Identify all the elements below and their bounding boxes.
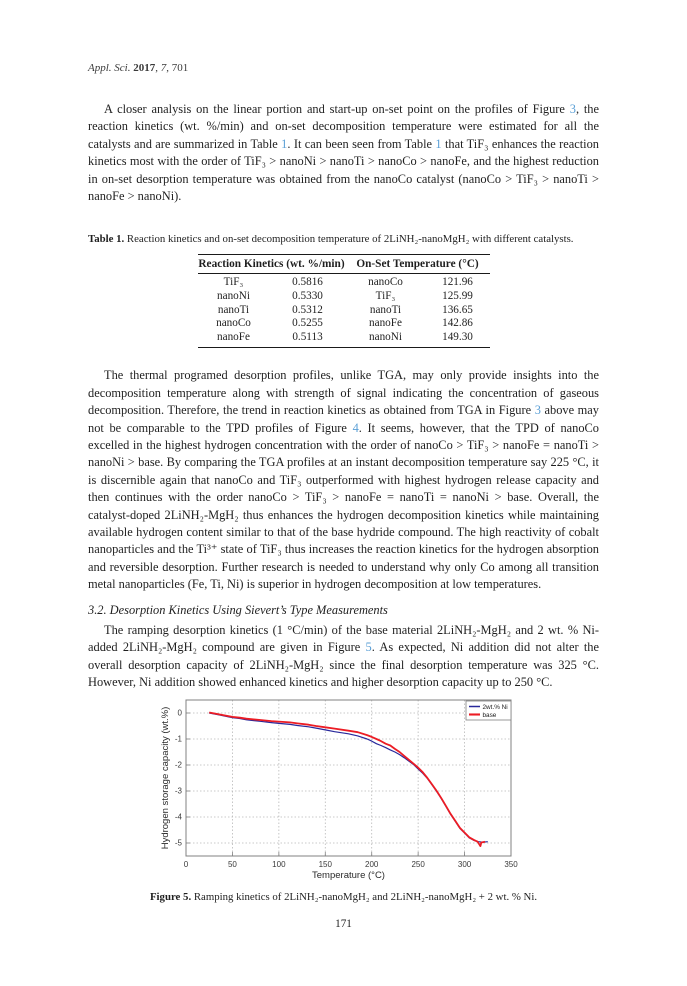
- table-cell: 142.86: [442, 317, 473, 330]
- table1-body: [198, 274, 490, 348]
- ref-link[interactable]: 5: [365, 640, 372, 655]
- text-segment: . It can been seen from Table: [287, 136, 436, 151]
- y-tick-label: -4: [174, 813, 182, 823]
- table1: [198, 254, 490, 348]
- table-cell: 0.5816: [292, 276, 323, 289]
- x-tick-label: 350: [504, 860, 518, 870]
- x-tick-label: 100: [272, 860, 286, 870]
- legend-label: 2wt.% Ni: [482, 704, 508, 712]
- page-number: 171: [335, 918, 352, 930]
- paragraph-3: [88, 622, 599, 692]
- x-tick-label: 300: [457, 860, 472, 870]
- table-cell: 125.99: [442, 290, 473, 303]
- table-row: [198, 274, 490, 290]
- table-cell: 0.5312: [292, 303, 323, 316]
- ref-link[interactable]: 1: [435, 136, 442, 151]
- table1-header-kinetics: Reaction Kinetics (wt. %/min): [198, 255, 346, 274]
- table1-caption: [88, 233, 599, 245]
- table1-header-temperature: On-Set Temperature (°C): [346, 255, 490, 274]
- y-tick-label: -1: [174, 735, 182, 745]
- ref-link[interactable]: 1: [281, 136, 288, 151]
- ref-link[interactable]: 3: [534, 403, 541, 418]
- text-segment: . As expected, Ni addition did not alter the overall desorption capacity of 2LiNH₂-MgH₂ since the final desorption temperature was 325 °C. However, Ni addition showed enhanced kinetics and higher desorption capacity up to 250 °C.: [88, 640, 599, 689]
- table-cell: nanoNi: [369, 330, 402, 343]
- x-tick-label: 200: [365, 860, 379, 870]
- text-segment: that TiF₃ enhances the reaction kinetics most with the order of TiF₃ > nanoNi > nanoTi > nanoCo > nanoFe, and the highest reduction in on-set desorption temperature was obtained from the nanoCo catalyst (nanoCo > TiF₃ > nanoTi > nanoFe > nanoNi).: [88, 136, 599, 204]
- table-cell: nanoFe: [217, 330, 250, 343]
- y-tick-label: -2: [174, 761, 182, 771]
- section-3-2-heading: 3.2. Desorption Kinetics Using Sievert’s Type Measurements: [88, 602, 388, 617]
- table-cell: 149.30: [442, 330, 473, 343]
- series-2wt-ni: [209, 713, 488, 842]
- table-cell: nanoNi: [217, 290, 250, 303]
- paragraph-2: [88, 367, 599, 593]
- text-segment: ,: [155, 62, 161, 74]
- table-cell: nanoTi: [217, 303, 250, 316]
- text-segment: . It seems, however, that the TPD of nanoCo excelled in the highest hydrogen concentration with the order of nanoCo > TiF₃ > nanoFe = nanoTi > nanoNi > base. By comparing the TGA profiles at an instant decomposition temperature say 225 °C, it is discernible again that nanoCo and TiF₃ outperformed with highest hydrogen release capacity and then continues with the order nanoCo > TiF₃ > nanoFe = nanoTi = nanoNi > base. Overall, the catalyst-doped 2LiNH₂-MgH₂ thus enhances the hydrogen decomposition kinetics while maintaining available hydrogen content similar to that of the base hydride compound. The high reactivity of cobalt nanoparticles and the Ti³⁺ state of TiF₃ thus increases the reaction kinetics for the hydrogen absorption and reversible desorption. Further research is needed to understand why only Co among all transition metal nanoparticles (Fe, Ti, Ni) is superior in hydrogen decomposition at low temperatures.: [88, 420, 599, 592]
- running-head: [88, 62, 599, 74]
- table-cell: nanoCo: [216, 317, 251, 330]
- figure5-chart: [158, 694, 540, 882]
- ref-link[interactable]: 4: [352, 420, 359, 435]
- table-row: [198, 317, 490, 331]
- table-cell: TiF₃: [223, 276, 244, 289]
- table-cell: 0.5255: [292, 317, 323, 330]
- table-cell: nanoTi: [369, 303, 402, 316]
- text-segment: above may not be comparable to the TPD profiles of Figure: [88, 403, 599, 435]
- x-axis-label: Temperature (°C): [312, 870, 385, 882]
- table-cell: nanoFe: [369, 317, 402, 330]
- x-tick-label: 0: [183, 860, 189, 870]
- legend-label: base: [482, 712, 497, 720]
- table-cell: 0.5330: [292, 290, 323, 303]
- text-segment: A closer analysis on the linear portion and start-up on-set point on the profiles of Figure: [104, 102, 570, 116]
- text-segment: The ramping desorption kinetics (1 °C/min) of the base material 2LiNH₂-MgH₂ and 2 wt. % Ni-added 2LiNH₂-MgH₂ compound are given in Figure: [88, 622, 599, 655]
- text-segment: , the reaction kinetics (wt. %/min) and on-set decomposition temperature were estimated for all the catalysts and are summarized in Table: [88, 102, 599, 151]
- figure5: [158, 694, 540, 882]
- x-tick-label: 150: [318, 860, 332, 870]
- text-segment: , 701: [166, 62, 189, 74]
- text-segment: 7: [160, 62, 167, 74]
- table-cell: nanoCo: [368, 276, 403, 289]
- table-row: [198, 331, 490, 348]
- text-segment: Appl. Sci.: [88, 62, 134, 74]
- text-segment: Reaction kinetics and on-set decomposition temperature of 2LiNH₂-nanoMgH₂ with different catalysts.: [124, 233, 574, 246]
- ref-link[interactable]: 3: [569, 102, 576, 116]
- y-tick-label: -5: [174, 839, 182, 849]
- text-segment: Figure 5.: [149, 891, 192, 904]
- table-cell: 0.5113: [292, 330, 323, 343]
- table-row: [198, 290, 490, 304]
- text-segment: The thermal programed desorption profiles, unlike TGA, may only provide insights into the decomposition temperature along with strength of signal indicating the concentration of gaseous decomposition. Therefore, the trend in reaction kinetics as obtained from TGA in Figure: [88, 368, 599, 418]
- text-segment: Ramping kinetics of 2LiNH₂-nanoMgH₂ and 2LiNH₂-nanoMgH₂ + 2 wt. % Ni.: [191, 891, 538, 904]
- x-tick-label: 250: [411, 860, 425, 870]
- text-segment: Table 1.: [88, 233, 125, 246]
- table-cell: TiF₃: [375, 290, 396, 303]
- y-axis-label: Hydrogen storage capacity (wt.%): [160, 707, 171, 850]
- table1-header-row: [198, 255, 490, 274]
- y-tick-label: 0: [177, 709, 182, 719]
- paragraph-1: [88, 101, 599, 205]
- plot-border: [186, 700, 511, 856]
- text-segment: 2017: [133, 62, 156, 74]
- table-row: [198, 304, 490, 318]
- series-base: [209, 713, 485, 847]
- table-cell: 136.65: [442, 303, 473, 316]
- figure5-caption: [88, 891, 599, 903]
- y-tick-label: -3: [174, 787, 182, 797]
- x-tick-label: 50: [227, 860, 237, 870]
- table-cell: 121.96: [442, 276, 473, 289]
